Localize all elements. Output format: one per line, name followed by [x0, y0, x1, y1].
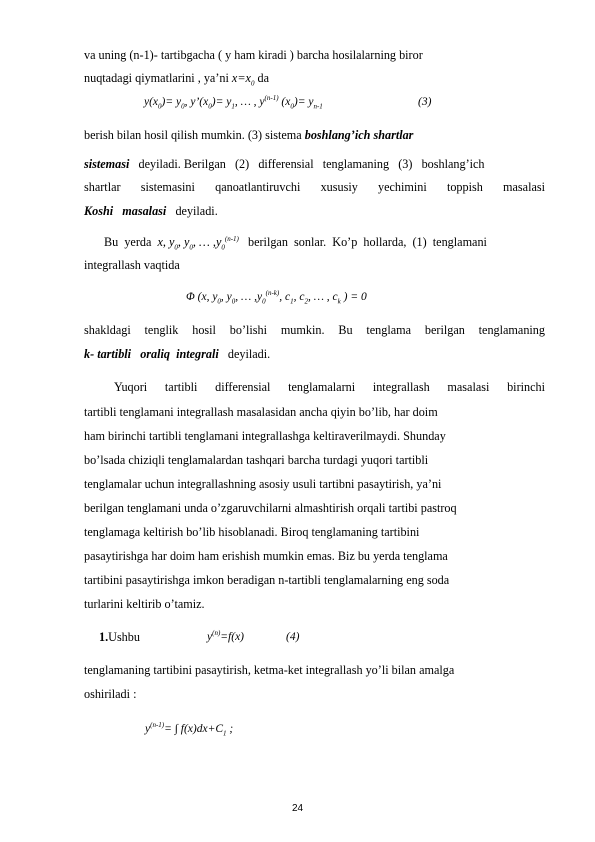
equation-number-3: (3)	[418, 96, 432, 108]
item-1-label: 1.Ushbu	[99, 630, 140, 644]
equation-phi: Φ (x, $y_0$, $y_0$, … $,y_0^{(n-k)}$, $c_1$, $c_2$, … , $c_k$ ) = 0	[186, 289, 367, 306]
paragraph-2-line-8: pasaytirishga har doim ham erishish mumkin emas. Biz bu yerda tenglama	[84, 549, 448, 563]
paragraph-2-line-1: Yuqori tartibli differensial tenglamalarni integrallash masalasi birinchi	[114, 380, 545, 394]
text-line-5: sistemasi deyiladi. Berilgan (2) differensial tenglamaning (3) boshlang’ich	[84, 157, 485, 171]
text-line-1: va uning (n-1)- tartibgacha ( y ham kiradi ) barcha hosilalarning biror	[84, 48, 423, 62]
text-line-7: Koshi masalasi deyiladi.	[84, 204, 218, 218]
paragraph-2-line-5: tenglamalar uchun integrallashning asosiy usuli tartibni pasaytirish, ya’ni	[84, 477, 442, 491]
text-line-4: berish bilan hosil qilish mumkin. (3) sistema boshlang’ich shartlar	[84, 128, 414, 142]
text-line-after-2: oshiriladi :	[84, 687, 137, 701]
paragraph-2-line-9: tartibini pasaytirishga imkon beradigan n-tartibli tenglamalarning eng soda	[84, 573, 450, 587]
text-line-6: shartlar sistemasini qanoatlantiruvchi xususiy yechimini toppish masalasi	[84, 180, 545, 194]
text-line-2: nuqtadagi qiymatlarini , ya’ni $x=x_0$ da	[84, 71, 270, 88]
text-line-9: integrallash vaqtida	[84, 258, 180, 272]
equation-3: $y(x_0)= y_0$, $y’(x_0)= y_1$, … , $y^{(n-1)}$ $(x_0)= y_{n-1}$	[144, 94, 323, 111]
text-line-11: shakldagi tenglik hosil bo’lishi mumkin. Bu tenglama berilgan tenglamaning	[84, 323, 545, 337]
paragraph-2-line-6: berilgan tenglamani unda o’zgaruvchilarni almashtirish orqali tartibi pastroq	[84, 501, 457, 515]
page-number: 24	[291, 803, 304, 814]
text-line-after-1: tenglamaning tartibini pasaytirish, ketma-ket integrallash yo’li bilan amalga	[84, 663, 455, 677]
paragraph-2-line-3: ham birinchi tartibli tenglamani integrallashga keltiraverilmaydi. Shunday	[84, 429, 446, 443]
text-line-8: Bu yerda x, $y_0$, $y_0$, … $,y_0^{(n-1)}$ berilgan sonlar. Ko’p hollarda, (1) tenglamani	[104, 234, 487, 252]
equation-4: $y^{(n)}=f(x)$	[207, 629, 244, 643]
equation-5: $y^{(n-1)}=$ ∫ $f(x)dx+C_1$ ;	[145, 721, 234, 738]
paragraph-2-line-2: tartibli tenglamani integrallash masalasidan ancha qiyin bo’lib, har doim	[84, 405, 438, 419]
text-line-12: k- tartibli oraliq integrali deyiladi.	[84, 347, 271, 361]
paragraph-2-line-10: turlarini keltirib o’tamiz.	[84, 597, 205, 611]
paragraph-2-line-4: bo’lsada chiziqli tenglamalardan tashqari barcha turdagi yuqori tartibli	[84, 453, 429, 467]
equation-number-4: (4)	[286, 631, 300, 643]
paragraph-2-line-7: tenglamaga keltirish bo’lib hisoblanadi. Biroq tenglamaning tartibini	[84, 525, 420, 539]
